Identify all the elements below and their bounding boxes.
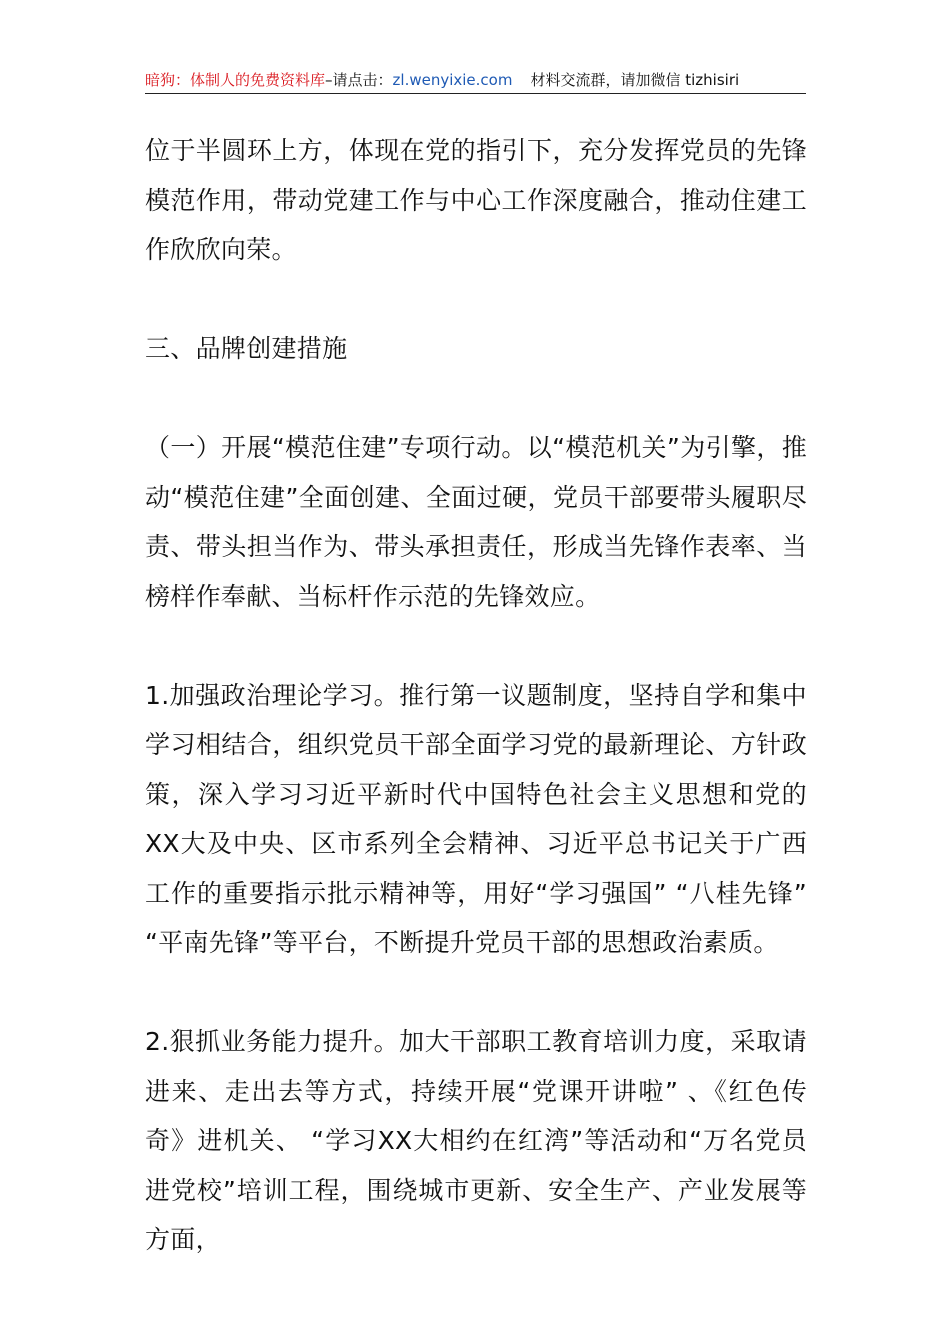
document-body [145,126,807,1265]
paragraph-action-one: （一）开展“模范住建”专项行动。以“模范机关”为引擎，推动“模范住建”全面创建、全面过硬，党员干部要带头履职尽责、带头担当作为、带头承担责任，形成当先锋作表率、当榜样作奉献、当标杆作示范的先锋效应。 [145,433,807,611]
paragraph-political-study: 1.加强政治理论学习。推行第一议题制度，坚持自学和集中学习相结合，组织党员干部全面学习党的最新理论、方针政策，深入学习习近平新时代中国特色社会主义思想和党的XX大及中央、区市系列全会精神、习近平总书记关于广西工作的重要指示批示精神等，用好“学习强国” “八桂先锋” “平南先锋”等平台，不断提升党员干部的思想政治素质。 [145,680,807,957]
paragraph-business-ability: 2.狠抓业务能力提升。加大干部职工教育培训力度，采取请进来、走出去等方式，持续开展“党课开讲啦” 、《红色传奇》进机关、 “学习XX大相约在红湾”等活动和“万名党员进党校”培训工程，围绕城市更新、安全生产、产业发展等方面， [145,1027,807,1254]
header-url-link[interactable]: zl.wenyixie.com [392,71,513,89]
header-brand: 暗狗：体制人的免费资料库 [145,71,326,89]
header-click-prompt: –请点击： [325,71,393,89]
section-heading: 三、品牌创建措施 [145,334,348,363]
paragraph-intro: 位于半圆环上方，体现在党的指引下，充分发挥党员的先锋模范作用，带动党建工作与中心工作深度融合，推动住建工作欣欣向荣。 [145,136,807,264]
header-contact: 材料交流群，请加微信 tizhisiri [530,71,740,89]
page-header [145,66,806,94]
